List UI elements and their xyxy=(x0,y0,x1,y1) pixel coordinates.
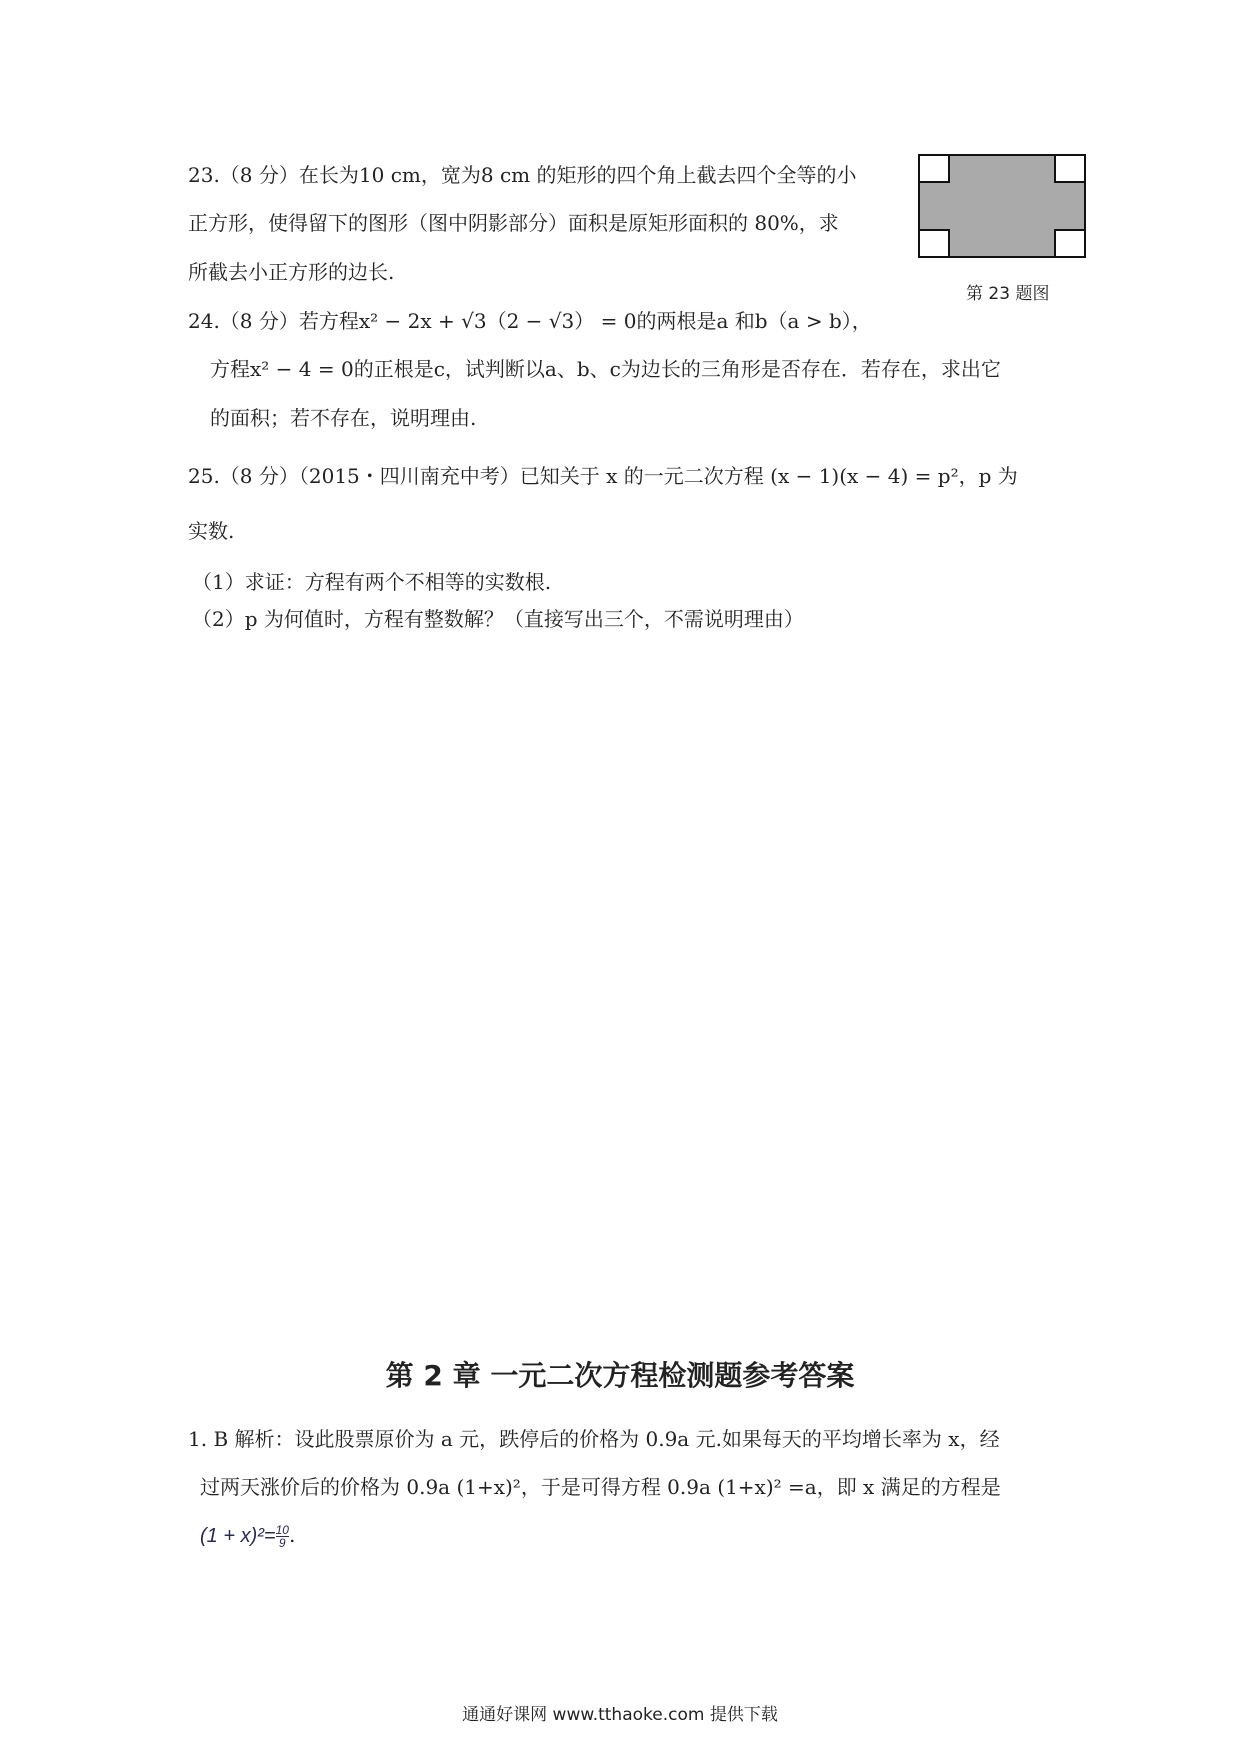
fraction-numerator: 10 xyxy=(275,1523,289,1537)
q23-line2: 正方形，使得留下的图形（图中阴影部分）面积是原矩形面积的 80%，求 xyxy=(188,211,839,235)
q23-figure-caption: 第 23 题图 xyxy=(966,284,1050,304)
q24-line2: 方程x² − 4 = 0的正根是c，试判断以a、b、c为边长的三角形是否存在．若存在，求出它 xyxy=(210,357,1001,381)
cut-square-bottom-left xyxy=(918,229,950,258)
cut-square-bottom-right xyxy=(1054,229,1086,258)
q24-line3: 的面积；若不存在，说明理由. xyxy=(210,406,477,430)
q25-sub2: （2）p 为何值时，方程有整数解？（直接写出三个，不需说明理由） xyxy=(192,607,804,631)
answer1-fraction xyxy=(276,1524,289,1549)
answer1-line3 xyxy=(200,1522,295,1549)
answer1-period: . xyxy=(288,1523,296,1547)
answer1-line1: 1. B 解析：设此股票原价为 a 元，跌停后的价格为 0.9a 元.如果每天的平均增长率为 x，经 xyxy=(188,1427,1000,1451)
q25-sub1: （1）求证：方程有两个不相等的实数根. xyxy=(192,570,552,594)
q23-line1: 23.（8 分）在长为10 cm，宽为8 cm 的矩形的四个角上截去四个全等的小 xyxy=(188,163,857,187)
cut-square-top-left xyxy=(918,154,950,183)
answer-title: 第 2 章 一元二次方程检测题参考答案 xyxy=(385,1359,855,1392)
q23-figure-rectangle xyxy=(918,154,1086,258)
q25-line1: 25.（8 分）（2015・四川南充中考）已知关于 x 的一元二次方程 (x − 1)(x − 4) = p²，p 为 xyxy=(188,464,1018,488)
answer1-equation: (1 + x)²= xyxy=(200,1525,276,1547)
page-footer: 通通好课网 www.tthaoke.com 提供下载 xyxy=(462,1705,778,1725)
answer1-line2: 过两天涨价后的价格为 0.9a (1+x)²，于是可得方程 0.9a (1+x)² =a，即 x 满足的方程是 xyxy=(200,1475,1001,1499)
cut-square-top-right xyxy=(1054,154,1086,183)
q25-line2: 实数. xyxy=(188,519,235,543)
fraction-denominator: 9 xyxy=(278,1536,286,1550)
q24-line1: 24.（8 分）若方程x² − 2x + √3（2 − √3） = 0的两根是a 和b（a > b）， xyxy=(188,309,872,333)
q23-line3: 所截去小正方形的边长. xyxy=(188,260,395,284)
